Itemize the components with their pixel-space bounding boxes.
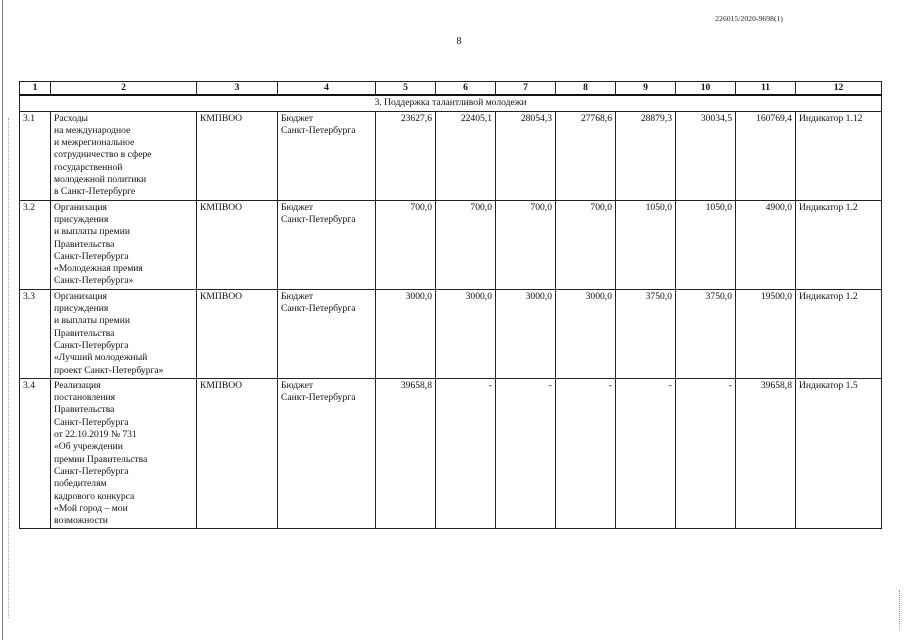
item-name-line: Организация — [54, 290, 107, 302]
budget-table — [19, 81, 882, 529]
indicator: Индикатор 1.2 — [796, 289, 882, 378]
column-header-8: 8 — [556, 82, 616, 96]
funding-source-line: Санкт-Петербурга — [281, 124, 356, 136]
column-header-2: 2 — [51, 82, 197, 96]
value-cell: 1050,0 — [676, 200, 736, 289]
value-cell: - — [676, 378, 736, 529]
executor: КМПВОО — [197, 378, 278, 529]
column-header-11: 11 — [736, 82, 796, 96]
item-name-line: и межрегиональное — [54, 137, 135, 149]
executor: КМПВОО — [197, 200, 278, 289]
value-cell: - — [556, 378, 616, 529]
executor: КМПВОО — [197, 289, 278, 378]
item-name-cell — [51, 289, 197, 378]
indicator: Индикатор 1.12 — [796, 111, 882, 200]
page-number: 8 — [456, 36, 462, 47]
item-name-line: премии Правительства — [54, 453, 148, 465]
value-cell: - — [436, 378, 496, 529]
item-name-line: государственной — [54, 161, 123, 173]
item-name-line: «Молодежная премия — [54, 263, 143, 275]
indicator: Индикатор 1.5 — [796, 378, 882, 529]
funding-source-line: Бюджет — [281, 201, 314, 213]
item-name-line: Правительства — [54, 327, 115, 339]
item-name-line: Реализация — [54, 379, 101, 391]
funding-source-line: Санкт-Петербурга — [281, 303, 356, 315]
item-name-line: «Лучший молодежный — [54, 352, 148, 364]
funding-source-cell — [278, 200, 376, 289]
value-cell: 22405,1 — [436, 111, 496, 200]
item-name-line: победителям — [54, 478, 107, 490]
column-header-7: 7 — [496, 82, 556, 96]
scan-edge-line — [2, 0, 3, 640]
value-cell: 3000,0 — [436, 289, 496, 378]
item-name-line: Расходы — [54, 112, 89, 124]
column-header-9: 9 — [616, 82, 676, 96]
column-header-1: 1 — [20, 82, 51, 96]
scan-edge-dots — [8, 118, 10, 618]
scan-edge-dots-right — [899, 590, 901, 630]
value-cell: 28879,3 — [616, 111, 676, 200]
funding-source-line: Бюджет — [281, 112, 314, 124]
value-cell: - — [616, 378, 676, 529]
funding-source-line: Санкт-Петербурга — [281, 392, 356, 404]
item-name-cell — [51, 378, 197, 529]
section-row — [20, 95, 882, 111]
funding-source-line: Санкт-Петербурга — [281, 213, 356, 225]
item-name-line: Санкт-Петербурга — [54, 250, 129, 262]
header-row — [20, 82, 882, 96]
table-row — [20, 200, 882, 289]
item-name-line: кадрового конкурса — [54, 490, 135, 502]
value-cell: 23627,6 — [376, 111, 436, 200]
value-cell: 700,0 — [436, 200, 496, 289]
item-name-line: Санкт-Петербурга» — [54, 275, 134, 287]
item-name-line: присуждения — [54, 213, 109, 225]
item-name-line: Санкт-Петербурга — [54, 465, 129, 477]
table-row — [20, 378, 882, 529]
value-cell: 4900,0 — [736, 200, 796, 289]
item-name-line: на международное — [54, 124, 131, 136]
funding-source-cell — [278, 289, 376, 378]
column-header-6: 6 — [436, 82, 496, 96]
item-name-line: Санкт-Петербурга — [54, 416, 129, 428]
funding-source-line: Бюджет — [281, 379, 314, 391]
value-cell: 39658,8 — [736, 378, 796, 529]
section-title: 3. Поддержка талантливой молодежи — [20, 95, 882, 111]
column-header-10: 10 — [676, 82, 736, 96]
item-name-line: сотрудничество в сфере — [54, 149, 152, 161]
value-cell: 3750,0 — [616, 289, 676, 378]
value-cell: 160769,4 — [736, 111, 796, 200]
value-cell: 700,0 — [376, 200, 436, 289]
row-number: 3.1 — [20, 111, 51, 200]
column-header-5: 5 — [376, 82, 436, 96]
value-cell: 1050,0 — [616, 200, 676, 289]
value-cell: 700,0 — [496, 200, 556, 289]
row-number: 3.2 — [20, 200, 51, 289]
item-name-cell — [51, 111, 197, 200]
value-cell: 3000,0 — [556, 289, 616, 378]
row-number: 3.4 — [20, 378, 51, 529]
value-cell: 3000,0 — [376, 289, 436, 378]
item-name-line: и выплаты премии — [54, 315, 131, 327]
item-name-line: Правительства — [54, 404, 115, 416]
item-name-line: проект Санкт-Петербурга» — [54, 364, 164, 376]
column-header-3: 3 — [197, 82, 278, 96]
indicator: Индикатор 1.2 — [796, 200, 882, 289]
item-name-cell — [51, 200, 197, 289]
item-name-line: постановления — [54, 392, 116, 404]
value-cell: 700,0 — [556, 200, 616, 289]
row-number: 3.3 — [20, 289, 51, 378]
item-name-line: Санкт-Петербурга — [54, 339, 129, 351]
executor: КМПВОО — [197, 111, 278, 200]
item-name-line: Организация — [54, 201, 107, 213]
funding-source-cell — [278, 111, 376, 200]
value-cell: 19500,0 — [736, 289, 796, 378]
column-header-4: 4 — [278, 82, 376, 96]
value-cell: 30034,5 — [676, 111, 736, 200]
item-name-line: Правительства — [54, 238, 115, 250]
value-cell: 27768,6 — [556, 111, 616, 200]
document-id: 226015/2020-9698(1) — [715, 14, 783, 23]
funding-source-cell — [278, 378, 376, 529]
table-row — [20, 111, 882, 200]
value-cell: 3750,0 — [676, 289, 736, 378]
value-cell: 39658,8 — [376, 378, 436, 529]
value-cell: - — [496, 378, 556, 529]
item-name-line: «Мой город – мои — [54, 502, 128, 514]
item-name-line: от 22.10.2019 № 731 — [54, 429, 137, 441]
table-row — [20, 289, 882, 378]
item-name-line: молодежной политики — [54, 174, 147, 186]
funding-source-line: Бюджет — [281, 290, 314, 302]
value-cell: 28054,3 — [496, 111, 556, 200]
item-name-line: в Санкт-Петербурге — [54, 186, 136, 198]
item-name-line: и выплаты премии — [54, 226, 131, 238]
item-name-line: возможности — [54, 515, 108, 527]
value-cell: 3000,0 — [496, 289, 556, 378]
column-header-12: 12 — [796, 82, 882, 96]
item-name-line: присуждения — [54, 303, 109, 315]
item-name-line: «Об учреждении — [54, 441, 123, 453]
